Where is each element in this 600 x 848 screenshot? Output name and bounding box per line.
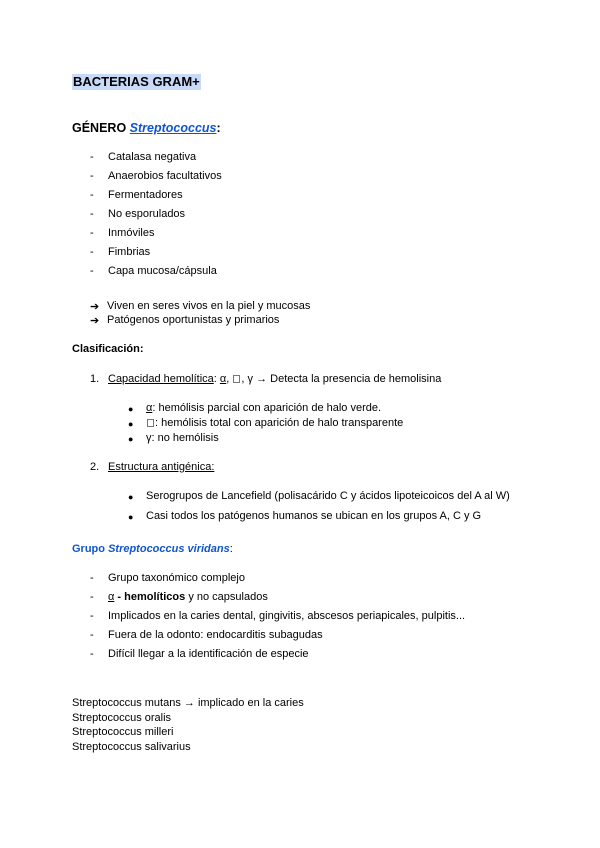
item-text: y no capsulados: [185, 591, 268, 603]
list-dash: -: [90, 629, 94, 641]
list-item: Anaerobios facultativos: [108, 170, 222, 182]
species-line: Streptococcus salivarius: [72, 741, 191, 753]
item-text: :: [213, 373, 220, 385]
list-dash: -: [90, 572, 94, 584]
list-dash: -: [90, 227, 94, 239]
clasificacion-item-2: Estructura antigénica:: [108, 461, 215, 473]
list-dash: -: [90, 170, 94, 182]
item-number: 1.: [90, 373, 100, 385]
bullet-icon: ●: [128, 434, 134, 444]
genero-link[interactable]: Streptococcus: [129, 121, 217, 135]
bullet-icon: ●: [128, 512, 134, 522]
grupo-name: Streptococcus viridans: [108, 543, 230, 555]
arrow-item: Viven en seres vivos en la piel y mucosas: [107, 300, 311, 312]
bullet-text: : hemólisis parcial con aparición de halo verde.: [152, 402, 382, 414]
list-item: Implicados en la caries dental, gingivitis, abscesos periapicales, pulpitis...: [108, 610, 466, 622]
list-item: Fermentadores: [108, 189, 183, 201]
genero-colon: :: [216, 121, 221, 135]
grupo-colon: :: [229, 543, 233, 555]
alpha-symbol: α: [219, 373, 227, 385]
bold-text: - hemolíticos: [117, 591, 186, 603]
list-item: Fimbrias: [108, 246, 151, 258]
bullet-item: Serogrupos de Lancefield (polisacárido C y ácidos lipoteicoicos del A al W): [146, 490, 510, 502]
bullet-item: [146, 417, 403, 429]
list-dash: -: [90, 151, 94, 163]
list-item: No esporulados: [108, 208, 186, 220]
alpha-symbol: α: [146, 402, 153, 414]
list-dash: -: [90, 648, 94, 660]
clasificacion-heading: Clasificación:: [72, 343, 144, 355]
list-item: [108, 591, 268, 603]
bullet-text: : no hemólisis: [151, 432, 219, 444]
gamma-symbol: γ: [146, 432, 152, 444]
arrow-icon: ➔: [90, 315, 100, 327]
missing-glyph-icon: [147, 419, 154, 427]
bullet-icon: ●: [128, 419, 134, 429]
genero-heading: [72, 121, 221, 135]
arrow-icon: ➔: [90, 301, 100, 313]
grupo-prefix: Grupo: [72, 543, 109, 555]
species-line: Streptococcus oralis: [72, 712, 172, 724]
item-text: ,: [226, 373, 233, 385]
genero-prefix: GÉNERO: [72, 121, 130, 135]
list-dash: -: [90, 246, 94, 258]
list-dash: -: [90, 591, 94, 603]
item-text: , γ → Detecta la presencia de hemolisina: [241, 373, 442, 385]
list-item: Difícil llegar a la identificación de especie: [108, 648, 309, 660]
alpha-symbol: α: [108, 591, 115, 603]
missing-glyph-icon: [233, 375, 240, 383]
page-title: BACTERIAS GRAM+: [73, 74, 200, 89]
list-item: Capa mucosa/cápsula: [108, 265, 217, 277]
item-number: 2.: [90, 461, 100, 473]
list-item: Grupo taxonómico complejo: [108, 572, 245, 584]
grupo-heading: [72, 543, 233, 555]
list-item: Fuera de la odonto: endocarditis subagudas: [108, 629, 323, 641]
bullet-item: [146, 402, 381, 414]
arrow-item: Patógenos oportunistas y primarios: [107, 314, 280, 326]
list-dash: -: [90, 265, 94, 277]
bullet-item: Casi todos los patógenos humanos se ubican en los grupos A, C y G: [146, 510, 482, 522]
bullet-icon: ●: [128, 404, 134, 414]
species-line: Streptococcus milleri: [72, 726, 174, 738]
list-dash: -: [90, 610, 94, 622]
list-item: Inmóviles: [108, 227, 155, 239]
list-dash: -: [90, 189, 94, 201]
species-line: Streptococcus mutans → implicado en la caries: [72, 697, 304, 709]
bullet-text: : hemólisis total con aparición de halo transparente: [155, 417, 404, 429]
clasificacion-item-1: [108, 373, 441, 385]
list-dash: -: [90, 208, 94, 220]
bullet-item: [146, 432, 219, 444]
list-item: Catalasa negativa: [108, 151, 197, 163]
item-label: Capacidad hemolítica: [108, 373, 214, 385]
bullet-icon: ●: [128, 492, 134, 502]
